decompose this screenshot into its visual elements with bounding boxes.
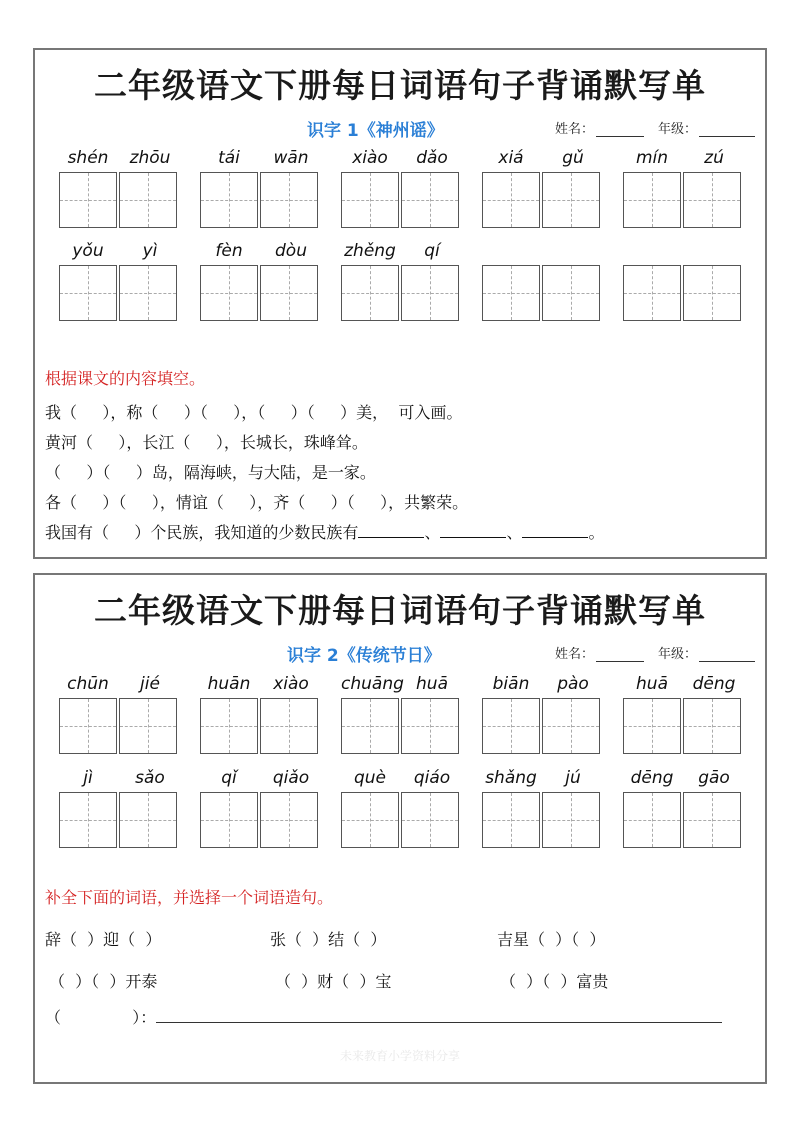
instruction: 根据课文的内容填空。 xyxy=(45,369,206,388)
name-blank[interactable] xyxy=(596,124,644,137)
pinyin-label: zú xyxy=(704,148,724,168)
tian-grid-box[interactable] xyxy=(482,172,540,228)
tian-grid-box[interactable] xyxy=(341,792,399,848)
pinyin-group xyxy=(623,674,743,758)
word-fill[interactable]: （ ）（ ）开泰 xyxy=(49,972,158,991)
answer-blank[interactable] xyxy=(440,523,506,538)
pinyin-label: què xyxy=(353,768,387,788)
word-fill[interactable]: （ ）（ ）富贵 xyxy=(500,972,609,991)
tian-grid-box[interactable] xyxy=(260,792,318,848)
pinyin-label: dēng xyxy=(692,674,736,694)
name-blank[interactable] xyxy=(596,649,644,662)
tian-grid-box[interactable] xyxy=(59,265,117,321)
name-grade-fields xyxy=(555,643,755,662)
pinyin-group xyxy=(482,148,602,232)
pinyin-label: wān xyxy=(273,148,309,168)
pinyin-group xyxy=(200,674,320,758)
pinyin-group xyxy=(623,241,743,325)
pinyin-label: huān xyxy=(207,674,251,694)
word-fill[interactable]: （ ）财（ ）宝 xyxy=(275,972,392,991)
answer-prefix: （ ）： xyxy=(45,1008,157,1027)
pinyin-label: shén xyxy=(67,148,109,168)
grade-label: 年级： xyxy=(657,647,697,662)
tian-grid-box[interactable] xyxy=(683,698,741,754)
pinyin-label: dēng xyxy=(630,768,674,788)
fill-blank-line[interactable]: 我（ ），称（ ）（ ），（ ）（ ）美， 可入画。 xyxy=(45,403,463,422)
pinyin-label: zhěng xyxy=(344,241,396,261)
tian-grid-box[interactable] xyxy=(341,265,399,321)
grade-blank[interactable] xyxy=(699,649,755,662)
tian-grid-box[interactable] xyxy=(401,792,459,848)
tian-grid-box[interactable] xyxy=(542,698,600,754)
pinyin-group xyxy=(482,768,602,852)
pinyin-label: qiǎo xyxy=(272,768,310,788)
tian-grid-box[interactable] xyxy=(482,265,540,321)
worksheet-1 xyxy=(33,48,767,559)
tian-grid-box[interactable] xyxy=(482,792,540,848)
tian-grid-box[interactable] xyxy=(623,172,681,228)
fill-blank-text: 我国有（ ）个民族，我知道的少数民族有 xyxy=(45,523,359,542)
pinyin-group xyxy=(341,674,461,758)
pinyin-group xyxy=(341,241,461,325)
pinyin-group xyxy=(482,241,602,325)
sentence-answer xyxy=(45,1005,722,1028)
pinyin-label: shǎng xyxy=(485,768,537,788)
pinyin-label: yì xyxy=(142,241,158,261)
pinyin-label: chuāng xyxy=(341,674,404,694)
pinyin-label: xiào xyxy=(352,148,388,168)
instruction: 补全下面的词语，并选择一个词语造句。 xyxy=(45,888,334,907)
tian-grid-box[interactable] xyxy=(542,172,600,228)
tian-grid-box[interactable] xyxy=(200,172,258,228)
tian-grid-box[interactable] xyxy=(401,265,459,321)
tian-grid-box[interactable] xyxy=(260,698,318,754)
tian-grid-box[interactable] xyxy=(623,265,681,321)
fill-blank-line[interactable]: 各（ ）（ ），情谊（ ），齐（ ）（ ），共繁荣。 xyxy=(45,493,469,512)
watermark: 未来教育小学资料分享 xyxy=(339,1049,460,1063)
answer-blank[interactable] xyxy=(358,523,424,538)
tian-grid-box[interactable] xyxy=(623,792,681,848)
pinyin-group xyxy=(623,768,743,852)
pinyin-label: jú xyxy=(565,768,581,788)
pinyin-label: yǒu xyxy=(72,241,104,261)
name-label: 姓名： xyxy=(554,647,594,662)
tian-grid-box[interactable] xyxy=(59,172,117,228)
pinyin-group xyxy=(482,674,602,758)
tian-grid-box[interactable] xyxy=(542,265,600,321)
pinyin-group xyxy=(200,148,320,232)
pinyin-label: xiá xyxy=(498,148,524,168)
pinyin-label: gāo xyxy=(698,768,730,788)
pinyin-label: jì xyxy=(83,768,93,788)
tian-grid-box[interactable] xyxy=(341,172,399,228)
pinyin-label: dǎo xyxy=(416,148,448,168)
tian-grid-box[interactable] xyxy=(119,792,177,848)
worksheet-2 xyxy=(33,573,767,1084)
tian-grid-box[interactable] xyxy=(119,265,177,321)
pinyin-group xyxy=(59,241,179,325)
pinyin-group xyxy=(623,148,743,232)
pinyin-label: chūn xyxy=(67,674,109,694)
separator: 、 xyxy=(506,523,523,542)
pinyin-group xyxy=(341,768,461,852)
lesson-title: 识字 1《神州谣》 xyxy=(307,121,444,141)
fill-blank-line[interactable]: （ ）（ ）岛，隔海峡，与大陆，是一家。 xyxy=(45,463,376,482)
fill-blank-line-ethnic xyxy=(45,520,604,543)
tian-grid-box[interactable] xyxy=(623,698,681,754)
pinyin-label: huā xyxy=(636,674,668,694)
tian-grid-box[interactable] xyxy=(59,698,117,754)
name-grade-fields xyxy=(555,118,755,137)
separator: 、 xyxy=(424,523,441,542)
pinyin-label: dòu xyxy=(275,241,307,261)
tian-grid-box[interactable] xyxy=(260,172,318,228)
tian-grid-box[interactable] xyxy=(200,265,258,321)
pinyin-label: qí xyxy=(424,241,440,261)
tian-grid-box[interactable] xyxy=(482,698,540,754)
grade-label: 年级： xyxy=(657,122,697,137)
pinyin-label: zhōu xyxy=(129,148,171,168)
pinyin-label: tái xyxy=(218,148,240,168)
tian-grid-box[interactable] xyxy=(200,792,258,848)
tian-grid-box[interactable] xyxy=(683,172,741,228)
tian-grid-box[interactable] xyxy=(119,172,177,228)
name-label: 姓名： xyxy=(554,122,594,137)
pinyin-group xyxy=(341,148,461,232)
pinyin-label: fèn xyxy=(215,241,243,261)
pinyin-label: qiáo xyxy=(413,768,451,788)
word-fill[interactable]: 辞（ ）迎（ ） xyxy=(45,930,162,949)
pinyin-label: gǔ xyxy=(562,148,584,168)
pinyin-group xyxy=(59,768,179,852)
tian-grid-box[interactable] xyxy=(542,792,600,848)
pinyin-label: sǎo xyxy=(135,768,165,788)
tian-grid-box[interactable] xyxy=(683,792,741,848)
tian-grid-box[interactable] xyxy=(401,698,459,754)
sentence-blank[interactable] xyxy=(156,1008,722,1023)
sheet-title: 二年级语文下册每日词语句子背诵默写单 xyxy=(94,591,706,630)
pinyin-label: huā xyxy=(416,674,448,694)
pinyin-label: mín xyxy=(635,148,669,168)
word-fill[interactable]: 张（ ）结（ ） xyxy=(270,930,387,949)
fill-blank-line[interactable]: 黄河（ ），长江（ ），长城长，珠峰耸。 xyxy=(45,433,368,452)
tian-grid-box[interactable] xyxy=(59,792,117,848)
period: 。 xyxy=(588,523,605,542)
pinyin-group xyxy=(59,148,179,232)
pinyin-label: biān xyxy=(492,674,530,694)
pinyin-label: qǐ xyxy=(221,768,237,788)
tian-grid-box[interactable] xyxy=(341,698,399,754)
tian-grid-box[interactable] xyxy=(401,172,459,228)
answer-blank[interactable] xyxy=(522,523,588,538)
tian-grid-box[interactable] xyxy=(260,265,318,321)
lesson-title: 识字 2《传统节日》 xyxy=(287,646,441,666)
pinyin-label: pào xyxy=(557,674,589,694)
tian-grid-box[interactable] xyxy=(200,698,258,754)
grade-blank[interactable] xyxy=(699,124,755,137)
word-fill[interactable]: 吉星（ ）（ ） xyxy=(497,930,606,949)
pinyin-group xyxy=(59,674,179,758)
pinyin-label: jié xyxy=(140,674,160,694)
tian-grid-box[interactable] xyxy=(683,265,741,321)
tian-grid-box[interactable] xyxy=(119,698,177,754)
pinyin-group xyxy=(200,768,320,852)
sheet-title: 二年级语文下册每日词语句子背诵默写单 xyxy=(94,66,706,105)
pinyin-label: xiào xyxy=(273,674,309,694)
pinyin-group xyxy=(200,241,320,325)
